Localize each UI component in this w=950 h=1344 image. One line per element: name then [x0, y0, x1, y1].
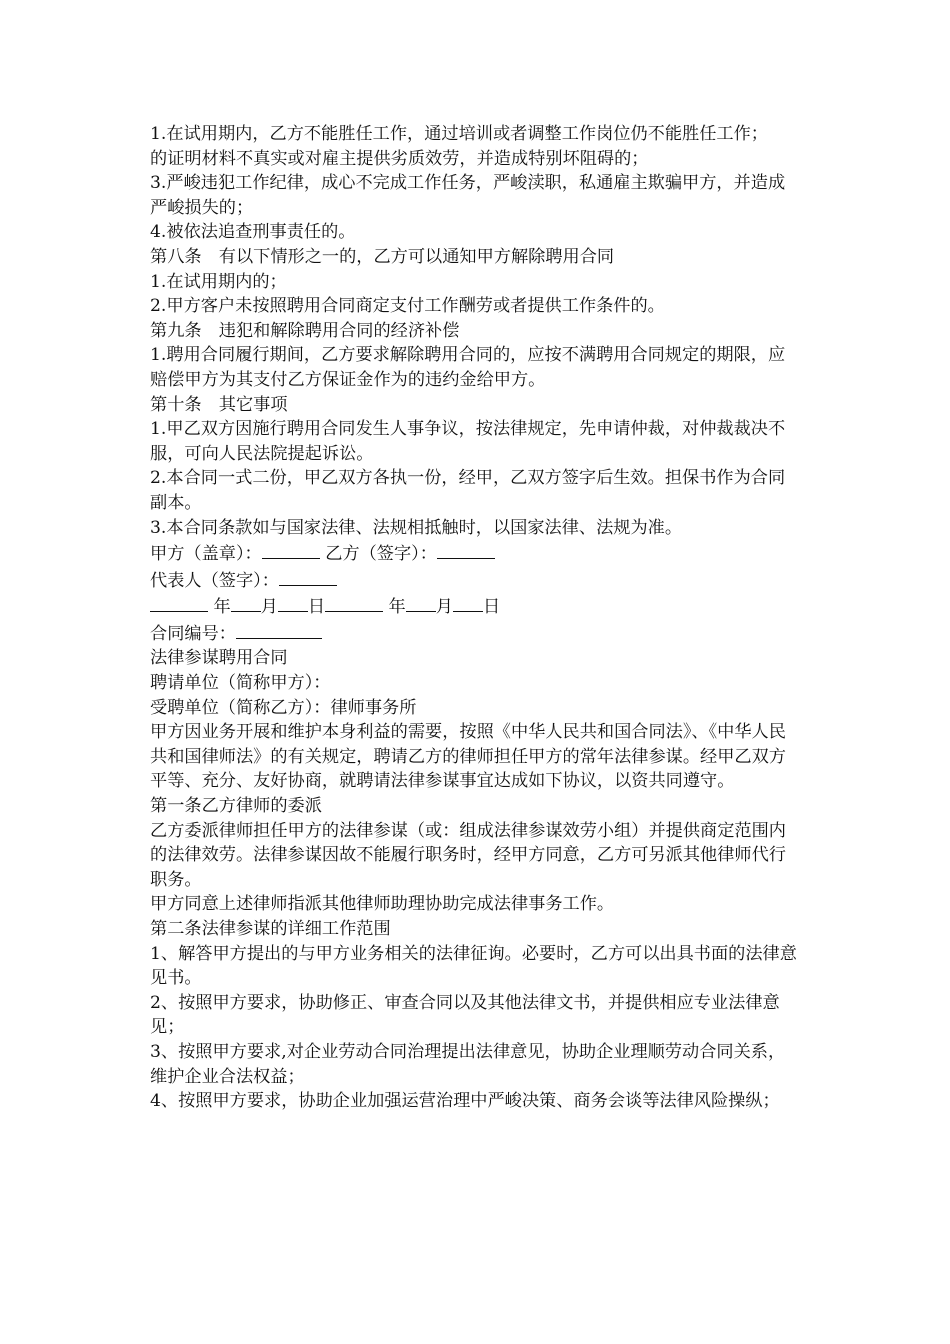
- contract-number-label: 合同编号：: [150, 623, 236, 644]
- day-label: 日: [307, 597, 326, 618]
- paragraph: 3.本合同条款如与国家法律、法规相抵触时，以国家法律、法规为准。: [150, 517, 683, 538]
- party-a-label: 甲方（盖章）：: [150, 544, 262, 565]
- month-blank: [231, 593, 261, 612]
- paragraph: 1.在试用期内的；: [150, 271, 287, 292]
- article-heading: 第一条乙方律师的委派: [150, 796, 322, 817]
- year-blank: [150, 593, 208, 612]
- article-heading: 第二条法律参谋的详细工作范围: [150, 919, 391, 939]
- paragraph: 聘请单位（简称甲方）：: [150, 673, 331, 694]
- paragraph: 2.甲方客户未按照聘用合同商定支付工作酬劳或者提供工作条件的。: [150, 296, 665, 317]
- paragraph: 甲方同意上述律师指派其他律师助理协助完成法律事务工作。: [150, 894, 615, 915]
- paragraph: 4、按照甲方要求，协助企业加强运营治理中严峻决策、商务会谈等法律风险操纵；: [150, 1091, 780, 1112]
- paragraph: 2.本合同一式二份，甲乙双方各执一份，经甲，乙双方签字后生效。担保书作为合同副本。: [150, 468, 786, 513]
- document-title: 法律参谋聘用合同: [150, 648, 288, 669]
- year-blank-2: [325, 593, 383, 612]
- year-label: 年: [213, 597, 231, 618]
- article-heading: 第八条 有以下情形之一的，乙方可以通知甲方解除聘用合同: [150, 246, 615, 267]
- signature-row-parties: [150, 540, 802, 567]
- paragraph: 1.聘用合同履行期间，乙方要求解除聘用合同的，应按不满聘用合同规定的期限，应赔偿甲方为其支付乙方保证金作为的违约金给甲方。: [150, 345, 786, 390]
- paragraph: 1、解答甲方提出的与甲方业务相关的法律征询。必要时，乙方可以出具书面的法律意见书。: [150, 943, 797, 989]
- month-blank-2: [406, 593, 436, 612]
- representative-label: 代表人（签字）：: [150, 570, 279, 591]
- paragraph: 2、按照甲方要求，协助修正、审查合同以及其他法律文书，并提供相应专业法律意见；: [150, 992, 780, 1038]
- paragraph: 受聘单位（简称乙方）：律师事务所: [150, 697, 417, 718]
- paragraph: 1.在试用期内，乙方不能胜任工作，通过培训或者调整工作岗位仍不能胜任工作；: [150, 124, 768, 144]
- paragraph: 3.严峻违犯工作纪律，成心不完成工作任务，严峻渎职，私通雇主欺骗甲方，并造成严峻损失的；: [150, 173, 786, 218]
- date-row: [150, 593, 802, 620]
- paragraph: 4.被依法追查刑事责任的。: [150, 222, 356, 243]
- party-a-blank: [262, 540, 320, 559]
- month-label-2: 月: [435, 597, 453, 618]
- paragraph: 的证明材料不真实或对雇主提供劣质效劳，并造成特别坏阻碍的；: [150, 148, 649, 169]
- day-blank-2: [453, 593, 483, 612]
- month-label: 月: [260, 597, 278, 618]
- party-b-blank: [437, 540, 495, 559]
- contract-number-blank: [236, 620, 322, 639]
- paragraph: 甲方因业务开展和维护本身利益的需要，按照《中华人民共和国合同法》、《中华人民共和国律师法》的有关规定，聘请乙方的律师担任甲方的常年法律参谋。经甲乙双方平等、充分、友好协商，就聘请法律参谋事宜达成如下协议，以资共同遵守。: [150, 722, 786, 792]
- representative-blank: [279, 567, 337, 586]
- day-blank: [278, 593, 308, 612]
- year-label-2: 年: [388, 597, 406, 618]
- signature-row-representative: [150, 567, 802, 594]
- day-label-2: 日: [482, 597, 501, 618]
- party-b-label: 乙方（签字）：: [325, 544, 437, 565]
- document-body: [150, 122, 802, 1114]
- article-heading: 第九条 违犯和解除聘用合同的经济补偿: [150, 320, 460, 341]
- paragraph: 乙方委派律师担任甲方的法律参谋（或：组成法律参谋效劳小组）并提供商定范围内的法律效劳。法律参谋因故不能履行职务时，经甲方同意，乙方可另派其他律师代行职务。: [150, 820, 786, 890]
- article-heading: 第十条 其它事项: [150, 394, 288, 415]
- contract-number-row: [150, 620, 802, 647]
- paragraph: 1.甲乙双方因施行聘用合同发生人事争议，按法律规定，先申请仲裁，对仲裁裁决不服，可向人民法院提起诉讼。: [150, 419, 786, 464]
- paragraph: 3、按照甲方要求,对企业劳动合同治理提出法律意见，协助企业理顺劳动合同关系，维护企业合法权益；: [150, 1041, 786, 1087]
